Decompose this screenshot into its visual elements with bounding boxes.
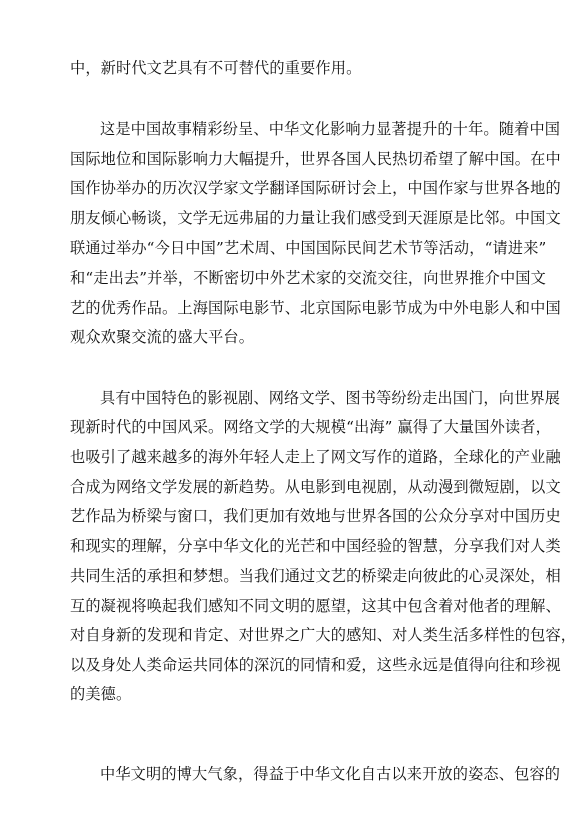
text-line: 国际地位和国际影响力大幅提升，世界各国人民热切希望了解中国。在中 [70,150,561,168]
text-line: 互的凝视将唤起我们感知不同文明的愿望，这其中包含着对他者的理解、 [70,597,561,615]
text-line: 中，新时代文艺具有不可替代的重要作用。 [70,59,362,77]
text-line: 具有中国特色的影视剧、网络文学、图书等纷纷走出国门，向世界展 [100,389,561,407]
text-line: 朋友倾心畅谈，文学无远弗届的力量让我们感受到天涯原是比邻。中国文 [70,209,561,227]
text-line: 以及身处人类命运共同体的深沉的同情和爱，这些永远是值得向往和珍视 [70,656,561,674]
text-line: 对自身新的发现和肯定、对世界之广大的感知、对人类生活多样性的包容， [70,626,577,644]
text-line: 艺作品为桥梁与窗口，我们更加有效地与世界各国的公众分享对中国历史 [70,507,561,525]
text-line: 国作协举办的历次汉学家文学翻译国际研讨会上，中国作家与世界各地的 [70,179,561,197]
text-line: 观众欢聚交流的盛大平台。 [70,328,255,346]
text-line: 共同生活的承担和梦想。当我们通过文艺的桥梁走向彼此的心灵深处，相 [70,567,561,585]
text-line: 的美德。 [70,685,132,703]
text-line: 和现实的理解，分享中华文化的光芒和中国经验的智慧，分享我们对人类 [70,537,561,555]
text-line: 合成为网络文学发展的新趋势。从电影到电视剧，从动漫到微短剧，以文 [70,478,561,496]
text-line: 也吸引了越来越多的海外年轻人走上了网文写作的道路，全球化的产业融 [70,448,561,466]
text-line: 现新时代的中国风采。网络文学的大规模“出海” 赢得了大量国外读者， [70,418,551,436]
text-line: 和“走出去”并举，不断密切中外艺术家的交流交往，向世界推介中国文 [70,269,546,287]
text-line: 这是中国故事精彩纷呈、中华文化影响力显著提升的十年。随着中国 [100,120,561,138]
text-line: 艺的优秀作品。上海国际电影节、北京国际电影节成为中外电影人和中国 [70,299,561,317]
text-line: 中华文明的博大气象，得益于中华文化自古以来开放的姿态、包容的 [100,765,561,783]
text-line: 联通过举办“今日中国”艺术周、中国国际民间艺术节等活动，“请进来” [70,239,547,257]
